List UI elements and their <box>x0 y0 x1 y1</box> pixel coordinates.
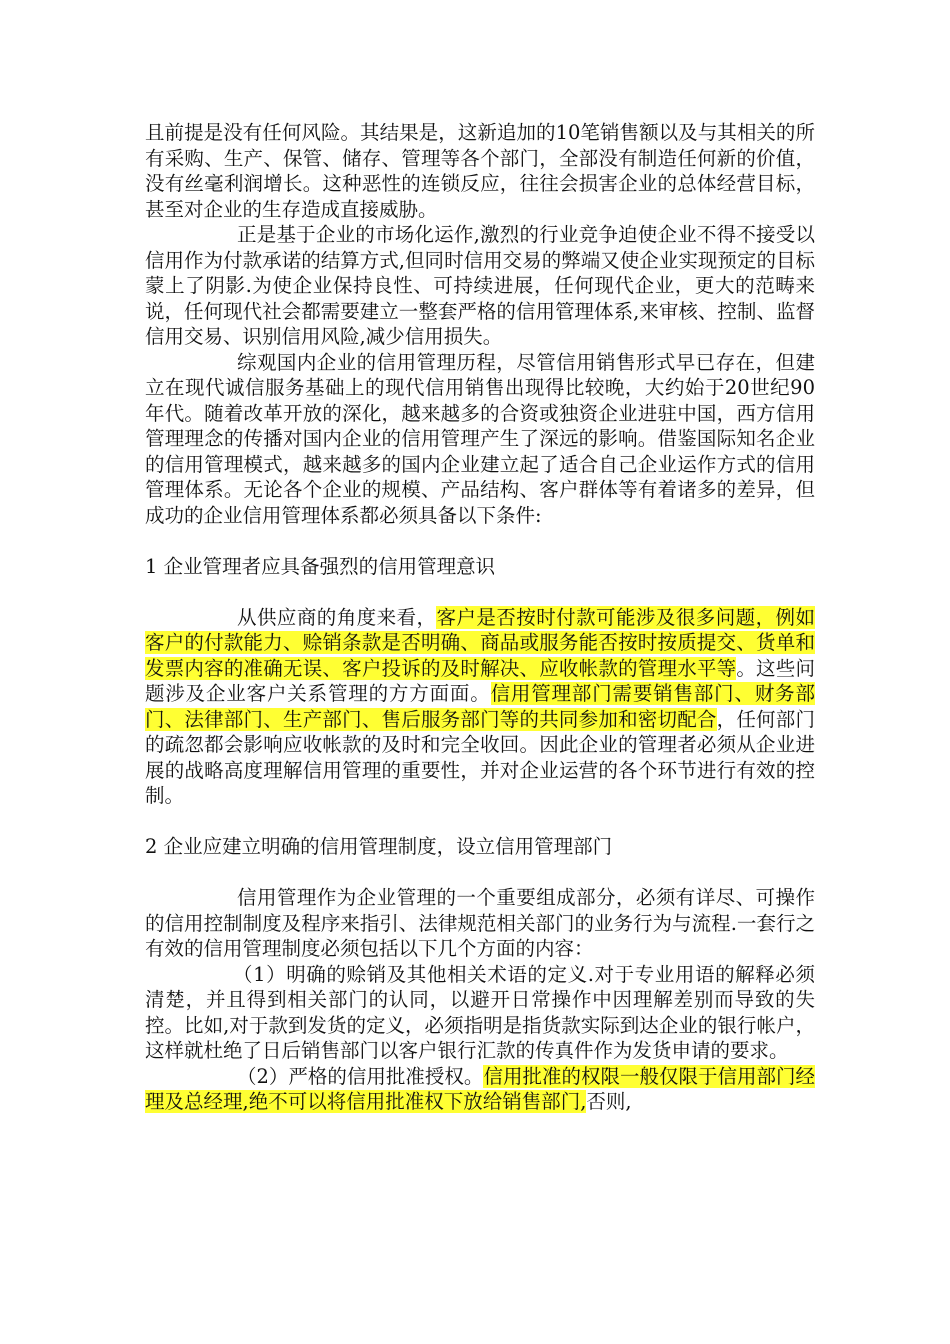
paragraph-market-operation: 正是基于企业的市场化运作,激烈的行业竞争迫使企业不得不接受以信用作为付款承诺的结算方式,但同时信用交易的弊端又使企业实现预定的目标蒙上了阴影.为使企业保持良性、可持续进展，任何现代企业，更大的范畴来说，任何现代社会都需要建立一整套严格的信用管理体系,来审核、控制、监督信用交易、识别信用风险,减少信用损失。 <box>145 223 815 348</box>
spacer <box>145 579 815 605</box>
document-body <box>145 120 815 1115</box>
paragraph-item-2 <box>145 1064 815 1115</box>
highlighted-text: 信用批准的权限一般仅限于信用部门经理及总经理,绝不可以将信用批准权下放给销售部门, <box>145 1064 815 1113</box>
text-run: ，任何部门的疏忽都会影响应收帐款的及时和完全收回。因此企业的管理者必须从企业进展的战略高度理解信用管理的重要性，并对企业运营的各个环节进行有效的控制。 <box>145 707 815 807</box>
text-run: 。这些问题涉及企业客户关系管理的方方面面。 <box>145 656 815 705</box>
paragraph-item-1: （1）明确的赊销及其他相关术语的定义.对于专业用语的解释必须清楚，并且得到相关部门的认同，以避开日常操作中因理解差别而导致的失控。比如,对于款到发货的定义，必须指明是指货款实际到达企业的银行帐户，这样就杜绝了日后销售部门以客户银行汇款的传真件作为发货申请的要求。 <box>145 962 815 1062</box>
spacer <box>145 809 815 835</box>
paragraph-continuation: 且前提是没有任何风险。其结果是，这新追加的10笔销售额以及与其相关的所有采购、生产、保管、储存、管理等各个部门，全部没有制造任何新的价值，没有丝毫利润增长。这种恶性的连锁反应，往往会损害企业的总体经营目标，甚至对企业的生存造成直接威胁。 <box>145 121 815 221</box>
highlighted-text: 客户是否按时付款可能涉及很多问题，例如客户的付款能力、赊销条款是否明确、商品或服务能否按时按质提交、货单和发票内容的准确无误、客户投诉的及时解决、应收帐款的管理水平等 <box>145 605 815 680</box>
paragraph-credit-policy: 信用管理作为企业管理的一个重要组成部分，必须有详尽、可操作的信用控制制度及程序来指引、法律规范相关部门的业务行为与流程.一套行之有效的信用管理制度必须包括以下几个方面的内容： <box>145 886 815 960</box>
paragraph-domestic-credit-history: 综观国内企业的信用管理历程，尽管信用销售形式早已存在，但建立在现代诚信服务基础上的现代信用销售出现得比较晚，大约始于20世纪90年代。随着改革开放的深化，越来越多的合资或独资企业进驻中国，西方信用管理理念的传播对国内企业的信用管理产生了深远的影响。借鉴国际知名企业的信用管理模式，越来越多的国内企业建立起了适合自己企业运作方式的信用管理体系。无论各个企业的规模、产品结构、客户群体等有着诸多的差异，但成功的企业信用管理体系都必须具备以下条件: <box>145 350 815 527</box>
highlighted-text: 信用管理部门需要销售部门、财务部门、法律部门、生产部门、售后服务部门等的共同参加和密切配合 <box>145 682 815 731</box>
section-heading-2: 2 企业应建立明确的信用管理制度，设立信用管理部门 <box>145 835 613 858</box>
section-heading-1: 1 企业管理者应具备强烈的信用管理意识 <box>145 554 496 578</box>
paragraph-supplier-perspective <box>145 605 815 809</box>
text-run: （2）严格的信用批准授权。 <box>237 1064 484 1088</box>
text-run: 从供应商的角度来看， <box>237 605 437 629</box>
spacer <box>145 528 815 554</box>
text-run: 否则, <box>586 1090 632 1113</box>
spacer <box>145 860 815 886</box>
